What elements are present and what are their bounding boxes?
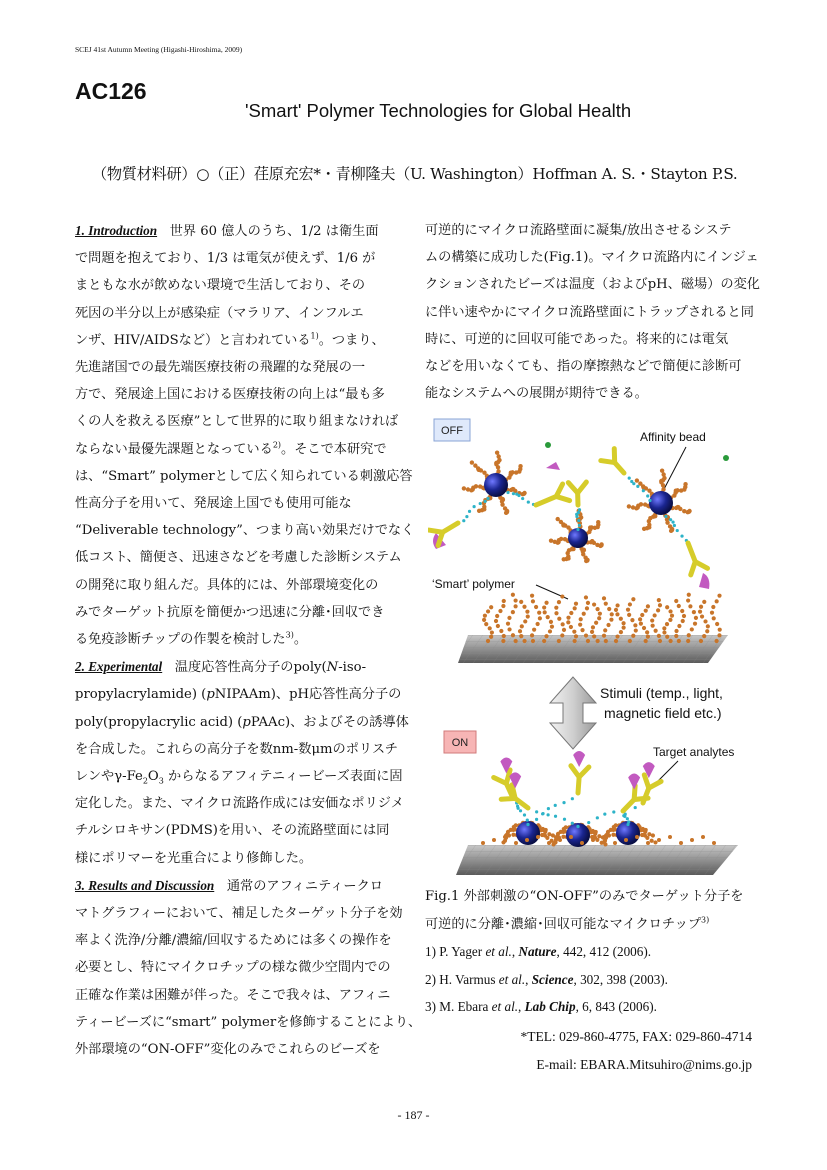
svg-text:OFF: OFF: [441, 425, 463, 437]
conference-header: SCEJ 41st Autumn Meeting (Higashi-Hiroshima, 2009): [75, 45, 243, 54]
contact-info: [521, 1023, 752, 1079]
intro-line: 1. Introduction 世界 60 億人のうち、1/2 は衛生面: [75, 223, 379, 239]
intro-line: ンザ、HIV/AIDSなど）と言われている$^{1)}$。つまり、: [75, 331, 385, 348]
antibody-icon: [601, 449, 624, 473]
results-line: 時に、可逆的に回収可能であった。将来的には電気: [425, 331, 729, 347]
affinity-bead-icon: [627, 468, 692, 533]
results-heading: 3. Results and Discussion: [75, 877, 215, 893]
results-line: 3. Results and Discussion 通常のアフィニティークロ: [75, 877, 383, 894]
intro-line: 死因の半分以上が感染症（マラリア、インフルエ: [75, 305, 364, 321]
figure-caption-line1: Fig.1 外部刺激の“ON-OFF”のみでターゲット分子を: [425, 889, 744, 904]
stimuli-label-line1: Stimuli (temp., light,: [600, 685, 723, 701]
analyte-icon: [723, 455, 729, 461]
right-column: [425, 217, 760, 407]
results-line: 正確な作業は困難が伴った。そこで我々は、アフィニ: [75, 987, 391, 1003]
experimental-line: を合成した。これらの高分子を数nm-数μmのポリスチ: [75, 741, 398, 757]
results-line: 率よく洗浄/分離/濃縮/回収するためには多くの操作を: [75, 933, 392, 949]
results-line: 能なシステムへの展開が期待できる。: [425, 386, 648, 402]
intro-line: 先進諸国での最先端医療技術の飛躍的な発展の一: [75, 360, 366, 376]
analyte-icon: [699, 573, 709, 589]
results-line: 可逆的にマイクロ流路壁面に凝集/放出させるシステ: [425, 223, 732, 238]
affinity-bead-label: Affinity bead: [640, 430, 706, 444]
figure-caption-line2: 可逆的に分離･濃縮･回収可能なマイクロチップ$^{3)}$: [425, 915, 710, 932]
stimuli-arrow: [550, 677, 596, 749]
intro-line: ならない最優先課題となっている$^{2)}$。そこで本研究で: [75, 440, 387, 457]
abstract-code: AC126: [75, 78, 147, 104]
antibody-icon: [536, 484, 570, 505]
results-line: ムの構築に成功した(Fig.1)。マイクロ流路内にインジェ: [425, 250, 759, 266]
intro-line: くの人を救える医療”として世界的に取り組まなければ: [75, 414, 399, 430]
antibody-icon: [501, 785, 528, 808]
intro-line: 低コスト、簡便さ、迅速さなどを考慮した診断システム: [75, 550, 402, 566]
reference-item: 3) M. Ebara et al., Lab Chip, 6, 843 (2006).: [425, 999, 657, 1015]
intro-line: は、“Smart” polymerとして広く知られている刺激応答: [75, 468, 413, 484]
experimental-line: チルシロキサン(PDMS)を用い、その流路壁面には同: [75, 823, 390, 839]
intro-line: で問題を抱えており、1/3 は電気が使えず、1/6 が: [75, 251, 376, 267]
stimuli-label-line2: magnetic field etc.): [604, 705, 722, 721]
analyte-icon: [546, 462, 560, 470]
experimental-line: レンや$\gamma-Fe_2O_3$ からなるアフィテニィービーズ表面に固: [75, 769, 403, 786]
affinity-bead-icon: [462, 450, 527, 515]
on-label: [444, 731, 476, 753]
reference-item: 2) H. Varmus et al., Science, 302, 398 (2003).: [425, 971, 668, 987]
experimental-heading: 2. Experimental: [75, 659, 163, 675]
intro-line: の開発に取り組んだ。具体的には、外部環境変化の: [75, 577, 379, 593]
results-line: などを用いなくても、指の摩擦熱などで簡便に診断可: [425, 359, 742, 375]
experimental-line: poly(propylacrylic acid) (pPAAc)、およびその誘導体: [75, 714, 409, 730]
analyte-icon: [573, 751, 585, 767]
smart-polymer-label: ‘Smart’ polymer: [432, 577, 515, 591]
experimental-line: 2. Experimental 温度応答性高分子のpoly(N-iso-: [75, 659, 367, 676]
analyte-icon: [545, 442, 551, 448]
reference-item: 1) P. Yager et al., Nature, 442, 412 (2006).: [425, 944, 652, 960]
intro-line: みでターゲット抗原を簡便かつ迅速に分離･回収でき: [75, 604, 385, 620]
citation: 1): [310, 331, 319, 341]
figure-1: [428, 413, 758, 878]
intro-line: 性高分子を用いて、発展途上国でも使用可能な: [75, 496, 352, 512]
left-column: [75, 217, 422, 1063]
intro-line: “Deliverable technology”、つまり高い効果だけでなく: [75, 523, 415, 539]
experimental-line: 定化した。また、マイクロ流路作成には安価なポリジメ: [75, 796, 404, 812]
intro-line: る免疫診断チップの作製を検討した$^{3)}$。: [75, 630, 308, 648]
intro-line: 方で、発展途上国における医療技術の向上は“最も多: [75, 387, 385, 403]
results-line: 必要とし、特にマイクロチップの様な微少空間内での: [75, 960, 391, 976]
antibody-icon: [571, 766, 589, 793]
on-scene: [481, 751, 716, 847]
experimental-line: propylacrylamide) (pNIPAAm)、pH応答性高分子の: [75, 687, 402, 703]
intro-heading: 1. Introduction: [75, 223, 158, 238]
analyte-icon: [628, 774, 640, 790]
citation: 3): [285, 630, 294, 640]
page-number: - 187 -: [397, 1108, 430, 1122]
experimental-line: 様にポリマーを光重合により修飾した。: [75, 850, 313, 866]
results-line: に伴い速やかにマイクロ流路壁面にトラップされると同: [425, 304, 754, 320]
contact-tel: *TEL: 029-860-4775, FAX: 029-860-4714: [520, 1029, 752, 1044]
target-analytes-label: Target analytes: [653, 745, 735, 759]
paper-title: 'Smart' Polymer Technologies for Global Health: [245, 100, 632, 121]
affinity-bead-pointer: [662, 447, 686, 493]
intro-line: まともな水が飲めない環境で生活しており、その: [75, 278, 366, 294]
author-line: （物質材料研）○（正）荏原充宏*・青柳隆夫（U. Washington）Hoffman A. S.・Stayton P.S.: [92, 165, 738, 183]
citation: 2): [272, 440, 282, 450]
results-line: ティービーズに“smart” polymerを修飾することにより、: [75, 1014, 422, 1030]
off-label: [434, 419, 470, 441]
results-line: マトグラフィーにおいて、補足したターゲット分子を効: [75, 906, 403, 922]
off-scene: [429, 442, 729, 589]
svg-text:ON: ON: [451, 737, 469, 749]
caption-and-references: [425, 883, 743, 1021]
results-line: クションされたビーズは温度（およびpH、磁場）の変化: [425, 277, 760, 293]
antibody-icon: [688, 543, 708, 575]
contact-email: E-mail: EBARA.Mitsuhiro@nims.go.jp: [536, 1057, 752, 1072]
results-line: 外部環境の“ON-OFF”変化のみでこれらのビーズを: [75, 1042, 381, 1058]
